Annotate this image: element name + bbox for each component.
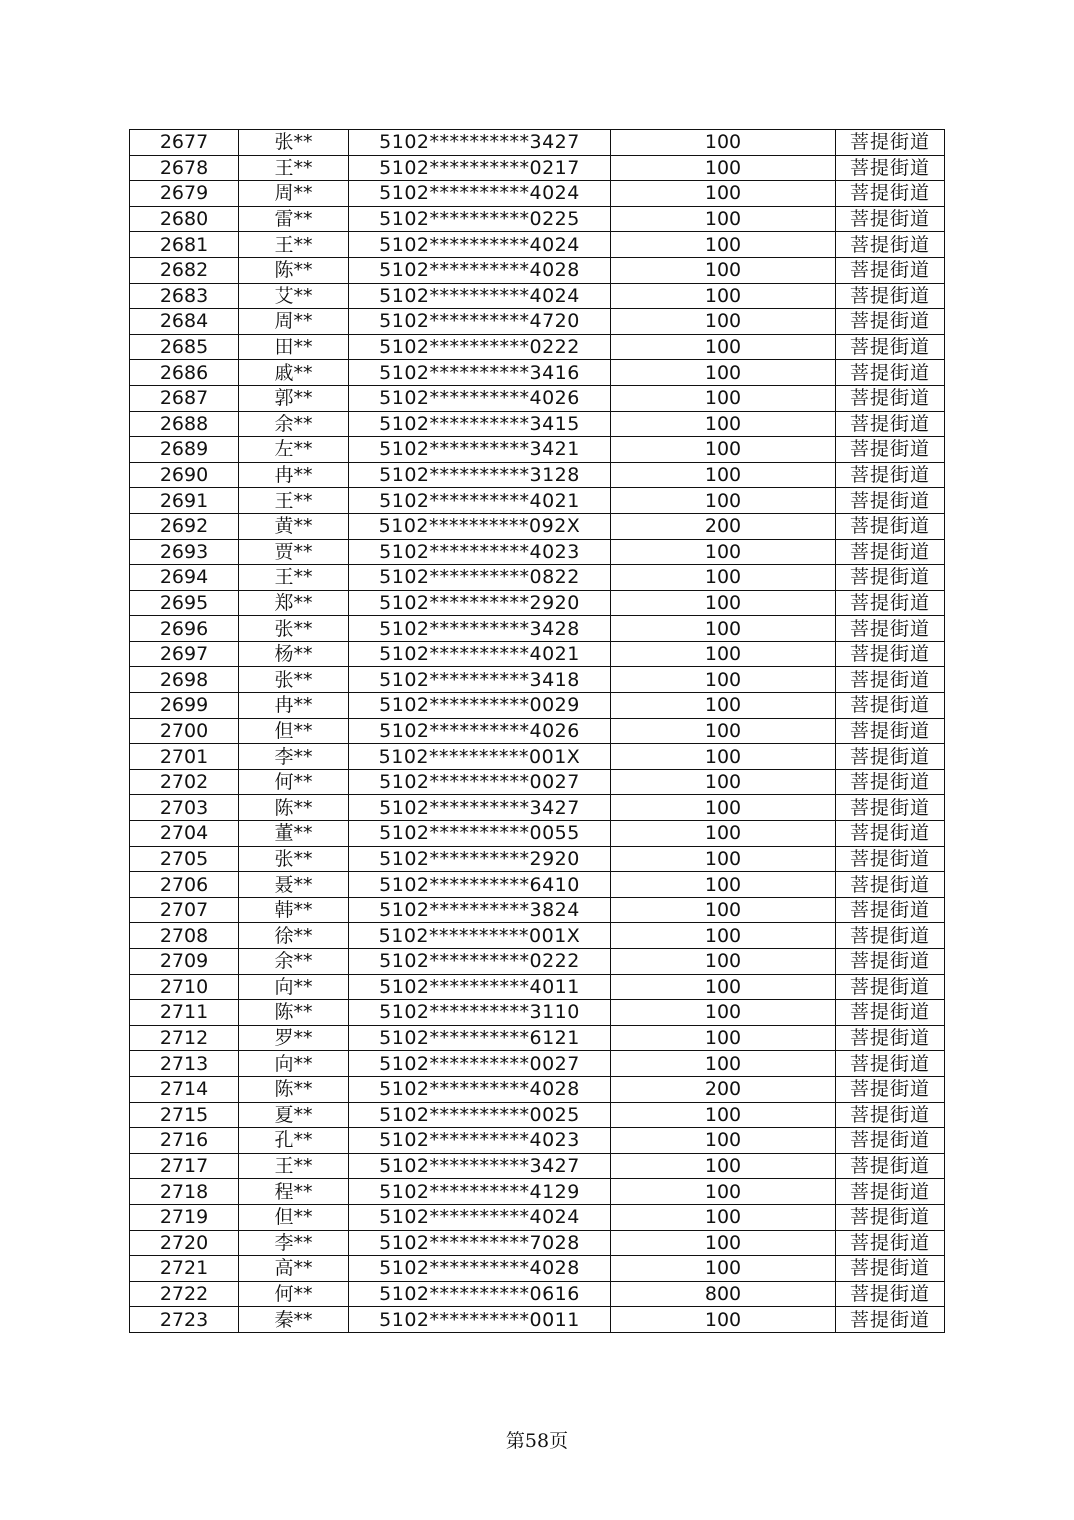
street-cell: 菩提街道 [836, 641, 945, 667]
row-number-cell: 2702 [130, 769, 239, 795]
table-row [130, 181, 945, 207]
street-cell: 菩提街道 [836, 411, 945, 437]
row-number-cell: 2705 [130, 846, 239, 872]
street-cell: 菩提街道 [836, 513, 945, 539]
amount-cell: 100 [611, 1307, 836, 1333]
table-row [130, 667, 945, 693]
id-number-cell: 5102**********4024 [349, 232, 611, 258]
row-number-cell: 2698 [130, 667, 239, 693]
amount-cell: 100 [611, 641, 836, 667]
row-number-cell: 2685 [130, 334, 239, 360]
row-number-cell: 2700 [130, 718, 239, 744]
street-cell: 菩提街道 [836, 616, 945, 642]
name-cell: 陈** [239, 795, 349, 821]
table-row [130, 1307, 945, 1333]
table-row [130, 1256, 945, 1282]
name-cell: 韩** [239, 897, 349, 923]
row-number-cell: 2686 [130, 360, 239, 386]
id-number-cell: 5102**********3415 [349, 411, 611, 437]
table-row [130, 206, 945, 232]
amount-cell: 100 [611, 1256, 836, 1282]
id-number-cell: 5102**********0027 [349, 1051, 611, 1077]
street-cell: 菩提街道 [836, 1051, 945, 1077]
street-cell: 菩提街道 [836, 821, 945, 847]
street-cell: 菩提街道 [836, 1076, 945, 1102]
table-row [130, 360, 945, 386]
table-row [130, 872, 945, 898]
amount-cell: 100 [611, 667, 836, 693]
id-number-cell: 5102**********0616 [349, 1281, 611, 1307]
name-cell: 戚** [239, 360, 349, 386]
name-cell: 田** [239, 334, 349, 360]
amount-cell: 100 [611, 590, 836, 616]
table-row [130, 309, 945, 335]
street-cell: 菩提街道 [836, 1230, 945, 1256]
street-cell: 菩提街道 [836, 1204, 945, 1230]
street-cell: 菩提街道 [836, 923, 945, 949]
row-number-cell: 2695 [130, 590, 239, 616]
id-number-cell: 5102**********4011 [349, 974, 611, 1000]
id-number-cell: 5102**********4024 [349, 1204, 611, 1230]
id-number-cell: 5102**********4021 [349, 488, 611, 514]
id-number-cell: 5102**********3428 [349, 616, 611, 642]
name-cell: 孔** [239, 1128, 349, 1154]
name-cell: 程** [239, 1179, 349, 1205]
name-cell: 余** [239, 949, 349, 975]
table-row [130, 232, 945, 258]
name-cell: 王** [239, 1153, 349, 1179]
name-cell: 雷** [239, 206, 349, 232]
row-number-cell: 2704 [130, 821, 239, 847]
name-cell: 郭** [239, 385, 349, 411]
name-cell: 郑** [239, 590, 349, 616]
name-cell: 但** [239, 1204, 349, 1230]
table-row [130, 641, 945, 667]
name-cell: 何** [239, 1281, 349, 1307]
row-number-cell: 2714 [130, 1076, 239, 1102]
name-cell: 张** [239, 667, 349, 693]
table-row [130, 385, 945, 411]
street-cell: 菩提街道 [836, 130, 945, 156]
name-cell: 贾** [239, 539, 349, 565]
row-number-cell: 2699 [130, 693, 239, 719]
street-cell: 菩提街道 [836, 1179, 945, 1205]
id-number-cell: 5102**********092X [349, 513, 611, 539]
row-number-cell: 2694 [130, 565, 239, 591]
row-number-cell: 2722 [130, 1281, 239, 1307]
table-row [130, 744, 945, 770]
table-row [130, 1051, 945, 1077]
id-number-cell: 5102**********4028 [349, 1256, 611, 1282]
id-number-cell: 5102**********0222 [349, 334, 611, 360]
table-row [130, 949, 945, 975]
street-cell: 菩提街道 [836, 744, 945, 770]
row-number-cell: 2689 [130, 437, 239, 463]
name-cell: 张** [239, 616, 349, 642]
amount-cell: 100 [611, 872, 836, 898]
row-number-cell: 2701 [130, 744, 239, 770]
amount-cell: 100 [611, 539, 836, 565]
amount-cell: 100 [611, 155, 836, 181]
row-number-cell: 2680 [130, 206, 239, 232]
street-cell: 菩提街道 [836, 1307, 945, 1333]
amount-cell: 100 [611, 1102, 836, 1128]
name-cell: 张** [239, 130, 349, 156]
id-number-cell: 5102**********4129 [349, 1179, 611, 1205]
id-number-cell: 5102**********3416 [349, 360, 611, 386]
name-cell: 高** [239, 1256, 349, 1282]
amount-cell: 100 [611, 1204, 836, 1230]
table-row [130, 718, 945, 744]
id-number-cell: 5102**********3128 [349, 462, 611, 488]
street-cell: 菩提街道 [836, 693, 945, 719]
amount-cell: 100 [611, 488, 836, 514]
table-row [130, 1102, 945, 1128]
name-cell: 向** [239, 1051, 349, 1077]
table-row [130, 974, 945, 1000]
street-cell: 菩提街道 [836, 1128, 945, 1154]
street-cell: 菩提街道 [836, 360, 945, 386]
id-number-cell: 5102**********3110 [349, 1000, 611, 1026]
table-row [130, 590, 945, 616]
table-row [130, 1179, 945, 1205]
amount-cell: 100 [611, 437, 836, 463]
street-cell: 菩提街道 [836, 846, 945, 872]
name-cell: 冉** [239, 462, 349, 488]
table-row [130, 411, 945, 437]
row-number-cell: 2684 [130, 309, 239, 335]
street-cell: 菩提街道 [836, 565, 945, 591]
amount-cell: 100 [611, 744, 836, 770]
amount-cell: 100 [611, 846, 836, 872]
amount-cell: 100 [611, 821, 836, 847]
id-number-cell: 5102**********4026 [349, 385, 611, 411]
amount-cell: 100 [611, 897, 836, 923]
row-number-cell: 2677 [130, 130, 239, 156]
id-number-cell: 5102**********4028 [349, 1076, 611, 1102]
row-number-cell: 2687 [130, 385, 239, 411]
amount-cell: 100 [611, 130, 836, 156]
id-number-cell: 5102**********0011 [349, 1307, 611, 1333]
row-number-cell: 2688 [130, 411, 239, 437]
street-cell: 菩提街道 [836, 155, 945, 181]
street-cell: 菩提街道 [836, 667, 945, 693]
row-number-cell: 2683 [130, 283, 239, 309]
street-cell: 菩提街道 [836, 795, 945, 821]
name-cell: 李** [239, 744, 349, 770]
row-number-cell: 2707 [130, 897, 239, 923]
id-number-cell: 5102**********2920 [349, 590, 611, 616]
amount-cell: 100 [611, 334, 836, 360]
name-cell: 张** [239, 846, 349, 872]
amount-cell: 100 [611, 949, 836, 975]
name-cell: 徐** [239, 923, 349, 949]
amount-cell: 100 [611, 309, 836, 335]
table-row [130, 1153, 945, 1179]
amount-cell: 100 [611, 795, 836, 821]
amount-cell: 800 [611, 1281, 836, 1307]
id-number-cell: 5102**********0055 [349, 821, 611, 847]
table-row [130, 283, 945, 309]
amount-cell: 100 [611, 181, 836, 207]
id-number-cell: 5102**********0029 [349, 693, 611, 719]
table-row [130, 897, 945, 923]
street-cell: 菩提街道 [836, 974, 945, 1000]
row-number-cell: 2706 [130, 872, 239, 898]
amount-cell: 100 [611, 1230, 836, 1256]
name-cell: 聂** [239, 872, 349, 898]
table-row [130, 1025, 945, 1051]
id-number-cell: 5102**********3824 [349, 897, 611, 923]
name-cell: 夏** [239, 1102, 349, 1128]
amount-cell: 100 [611, 257, 836, 283]
table-row [130, 795, 945, 821]
id-number-cell: 5102**********4023 [349, 539, 611, 565]
row-number-cell: 2690 [130, 462, 239, 488]
row-number-cell: 2723 [130, 1307, 239, 1333]
name-cell: 余** [239, 411, 349, 437]
row-number-cell: 2681 [130, 232, 239, 258]
table-row [130, 155, 945, 181]
name-cell: 但** [239, 718, 349, 744]
name-cell: 陈** [239, 1076, 349, 1102]
street-cell: 菩提街道 [836, 283, 945, 309]
amount-cell: 200 [611, 513, 836, 539]
name-cell: 艾** [239, 283, 349, 309]
row-number-cell: 2721 [130, 1256, 239, 1282]
name-cell: 王** [239, 155, 349, 181]
name-cell: 冉** [239, 693, 349, 719]
street-cell: 菩提街道 [836, 897, 945, 923]
table-row [130, 488, 945, 514]
street-cell: 菩提街道 [836, 1281, 945, 1307]
street-cell: 菩提街道 [836, 385, 945, 411]
id-number-cell: 5102**********0222 [349, 949, 611, 975]
amount-cell: 100 [611, 232, 836, 258]
amount-cell: 100 [611, 283, 836, 309]
row-number-cell: 2708 [130, 923, 239, 949]
street-cell: 菩提街道 [836, 1153, 945, 1179]
row-number-cell: 2711 [130, 1000, 239, 1026]
street-cell: 菩提街道 [836, 1102, 945, 1128]
street-cell: 菩提街道 [836, 488, 945, 514]
amount-cell: 100 [611, 1179, 836, 1205]
amount-cell: 100 [611, 718, 836, 744]
id-number-cell: 5102**********0822 [349, 565, 611, 591]
table-row [130, 769, 945, 795]
street-cell: 菩提街道 [836, 232, 945, 258]
name-cell: 李** [239, 1230, 349, 1256]
amount-cell: 100 [611, 1128, 836, 1154]
name-cell: 左** [239, 437, 349, 463]
table-row [130, 1076, 945, 1102]
name-cell: 罗** [239, 1025, 349, 1051]
amount-cell: 100 [611, 360, 836, 386]
table-row [130, 130, 945, 156]
amount-cell: 200 [611, 1076, 836, 1102]
amount-cell: 100 [611, 974, 836, 1000]
street-cell: 菩提街道 [836, 437, 945, 463]
street-cell: 菩提街道 [836, 257, 945, 283]
table-row [130, 462, 945, 488]
name-cell: 秦** [239, 1307, 349, 1333]
table-row [130, 923, 945, 949]
street-cell: 菩提街道 [836, 872, 945, 898]
row-number-cell: 2710 [130, 974, 239, 1000]
name-cell: 杨** [239, 641, 349, 667]
amount-cell: 100 [611, 693, 836, 719]
id-number-cell: 5102**********3427 [349, 130, 611, 156]
amount-cell: 100 [611, 923, 836, 949]
amount-cell: 100 [611, 462, 836, 488]
row-number-cell: 2713 [130, 1051, 239, 1077]
name-cell: 周** [239, 181, 349, 207]
id-number-cell: 5102**********001X [349, 923, 611, 949]
row-number-cell: 2709 [130, 949, 239, 975]
row-number-cell: 2719 [130, 1204, 239, 1230]
name-cell: 王** [239, 488, 349, 514]
id-number-cell: 5102**********6410 [349, 872, 611, 898]
table-row [130, 1000, 945, 1026]
row-number-cell: 2692 [130, 513, 239, 539]
table-row [130, 334, 945, 360]
table-row [130, 693, 945, 719]
amount-cell: 100 [611, 1025, 836, 1051]
amount-cell: 100 [611, 565, 836, 591]
row-number-cell: 2679 [130, 181, 239, 207]
page-number: 第58页 [505, 1430, 569, 1452]
row-number-cell: 2696 [130, 616, 239, 642]
street-cell: 菩提街道 [836, 309, 945, 335]
id-number-cell: 5102**********3421 [349, 437, 611, 463]
street-cell: 菩提街道 [836, 949, 945, 975]
name-cell: 周** [239, 309, 349, 335]
row-number-cell: 2716 [130, 1128, 239, 1154]
table-row [130, 846, 945, 872]
row-number-cell: 2720 [130, 1230, 239, 1256]
id-number-cell: 5102**********001X [349, 744, 611, 770]
street-cell: 菩提街道 [836, 206, 945, 232]
street-cell: 菩提街道 [836, 769, 945, 795]
row-number-cell: 2697 [130, 641, 239, 667]
row-number-cell: 2682 [130, 257, 239, 283]
id-number-cell: 5102**********4026 [349, 718, 611, 744]
street-cell: 菩提街道 [836, 462, 945, 488]
id-number-cell: 5102**********4023 [349, 1128, 611, 1154]
name-cell: 董** [239, 821, 349, 847]
table-row [130, 1128, 945, 1154]
roster-body [130, 130, 945, 1333]
table-row [130, 1204, 945, 1230]
street-cell: 菩提街道 [836, 334, 945, 360]
street-cell: 菩提街道 [836, 1256, 945, 1282]
id-number-cell: 5102**********0217 [349, 155, 611, 181]
id-number-cell: 5102**********4024 [349, 283, 611, 309]
name-cell: 王** [239, 565, 349, 591]
id-number-cell: 5102**********4720 [349, 309, 611, 335]
street-cell: 菩提街道 [836, 539, 945, 565]
street-cell: 菩提街道 [836, 590, 945, 616]
row-number-cell: 2718 [130, 1179, 239, 1205]
street-cell: 菩提街道 [836, 1025, 945, 1051]
id-number-cell: 5102**********4024 [349, 181, 611, 207]
id-number-cell: 5102**********3427 [349, 795, 611, 821]
amount-cell: 100 [611, 206, 836, 232]
name-cell: 何** [239, 769, 349, 795]
row-number-cell: 2691 [130, 488, 239, 514]
row-number-cell: 2717 [130, 1153, 239, 1179]
id-number-cell: 5102**********3418 [349, 667, 611, 693]
table-row [130, 1281, 945, 1307]
name-cell: 向** [239, 974, 349, 1000]
street-cell: 菩提街道 [836, 181, 945, 207]
table-row [130, 437, 945, 463]
id-number-cell: 5102**********0027 [349, 769, 611, 795]
table-row [130, 616, 945, 642]
street-cell: 菩提街道 [836, 1000, 945, 1026]
table-row [130, 565, 945, 591]
name-cell: 黄** [239, 513, 349, 539]
row-number-cell: 2678 [130, 155, 239, 181]
name-cell: 王** [239, 232, 349, 258]
id-number-cell: 5102**********4021 [349, 641, 611, 667]
id-number-cell: 5102**********4028 [349, 257, 611, 283]
id-number-cell: 5102**********0225 [349, 206, 611, 232]
id-number-cell: 5102**********3427 [349, 1153, 611, 1179]
row-number-cell: 2693 [130, 539, 239, 565]
table-row [130, 1230, 945, 1256]
amount-cell: 100 [611, 1153, 836, 1179]
id-number-cell: 5102**********2920 [349, 846, 611, 872]
name-cell: 陈** [239, 257, 349, 283]
id-number-cell: 5102**********6121 [349, 1025, 611, 1051]
id-number-cell: 5102**********7028 [349, 1230, 611, 1256]
row-number-cell: 2715 [130, 1102, 239, 1128]
amount-cell: 100 [611, 616, 836, 642]
street-cell: 菩提街道 [836, 718, 945, 744]
table-row [130, 257, 945, 283]
row-number-cell: 2712 [130, 1025, 239, 1051]
row-number-cell: 2703 [130, 795, 239, 821]
table-row [130, 539, 945, 565]
amount-cell: 100 [611, 411, 836, 437]
name-cell: 陈** [239, 1000, 349, 1026]
roster-table [129, 129, 945, 1333]
amount-cell: 100 [611, 1051, 836, 1077]
id-number-cell: 5102**********0025 [349, 1102, 611, 1128]
amount-cell: 100 [611, 385, 836, 411]
table-row [130, 821, 945, 847]
table-row [130, 513, 945, 539]
amount-cell: 100 [611, 1000, 836, 1026]
amount-cell: 100 [611, 769, 836, 795]
